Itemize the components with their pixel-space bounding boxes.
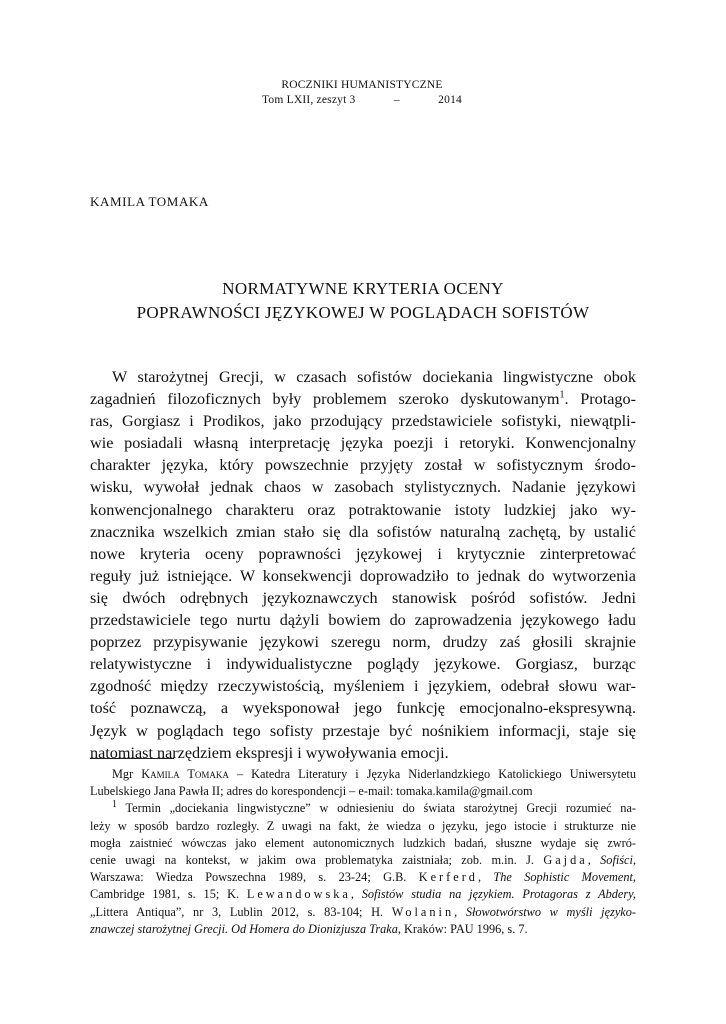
body-line: tość poznawczą, a wyeksponował jego funkcję emocjonalno-ekspresywną. (90, 699, 636, 718)
footnote-line (90, 921, 636, 938)
footnote-text: , (350, 887, 362, 902)
footnote-text: Warszawa: Wiedza Powszechna 1989, s. 23-24; G.B. (90, 870, 419, 885)
cited-author: Kerferd (418, 870, 478, 885)
footnote-line: leży w sposób bardzo rozległy. Z uwagi na fakt, że wiedza o języku, jego istocie i strukturze nie (90, 818, 636, 833)
body-line: znacznika wszelkich zmian stało się dla sofistów naturalną zachętą, by ustalić (90, 522, 636, 541)
body-line: charakter języka, który powszechnie przyjęty został w sofistycznym środo- (90, 456, 636, 475)
body-line: przedstawiciele tego nurtu dążyli bowiem do zaprowadzenia językowego ładu (90, 611, 636, 630)
footnote-line (90, 869, 636, 886)
footnote-number: 1 (112, 799, 117, 811)
article-title (90, 277, 636, 325)
footnote-text: „Littera Antiqua”, nr 3, Lublin 2012, s. 83-104; H. (90, 904, 392, 919)
footnote-text: Cambridge 1981, s. 15; K. (90, 887, 247, 902)
footnote-ref[interactable]: 1 (559, 389, 565, 401)
affiliation-line (90, 766, 636, 783)
cited-title: The Sophistic Movement (493, 870, 633, 885)
journal-year: 2014 (438, 94, 462, 106)
footnote-text: , Kraków: PAU 1996, s. 7. (397, 921, 528, 936)
footnote-text: , (454, 904, 466, 919)
footnote-line (90, 886, 636, 903)
footnote-line: mogła zaistnieć wówczas jako element autonomicznych ludzkich badań, słuszne wydaje się zwró- (90, 835, 636, 850)
body-text (90, 366, 636, 764)
footnote-text: cenie uwagi na kontekst, w jakim owa problematyka zaistniała; zob. m.in. J. (90, 852, 544, 867)
journal-issue (262, 93, 462, 108)
cited-title: Sofiści (600, 852, 633, 867)
footnote-text: Termin „dociekania lingwistyczne” w odniesieniu do świata starożytnej Grecji rozumieć na- (117, 801, 636, 816)
body-line-tail: . Protago- (564, 390, 637, 409)
body-line: wisku, wywołał jednak chaos w zasobach stylistycznych. Nadanie językowi (90, 478, 636, 497)
body-line: wie posiadali własną interpretację języka poezji i retoryki. Konwencjonalny (90, 434, 636, 453)
affiliation-line: Lubelskiego Jana Pawła II; adres do korespondencji – e-mail: tomaka.kamila@gmail.com (90, 784, 533, 799)
footnote-line (90, 800, 636, 817)
cited-title: Sofistów studia na językiem. Protagoras z Abdery, (361, 887, 636, 902)
cited-title: znawczej starożytnej Grecji. Od Homera do Dionizjusza Traka (90, 921, 398, 936)
title-line: NORMATYWNE KRYTERIA OCENY (222, 279, 504, 298)
body-line: nowe kryteria oceny poprawności językowej i krytycznie zinterpretować (90, 544, 636, 563)
body-line: konwencjonalnego charakteru oraz potraktowanie istoty ludzkiej jako wy- (90, 500, 636, 519)
body-line: ras, Gorgiasz i Prodikos, jako przodujący przedstawiciele sofistyki, niewątpli- (90, 412, 636, 431)
footnote-text: , (477, 870, 494, 885)
journal-header (262, 78, 462, 108)
affil-prefix: Mgr (112, 767, 142, 781)
cited-title: Słowotwórstwo w myśli języko- (465, 904, 637, 919)
footnote-text: , (632, 870, 636, 885)
body-line: natomiast narzędziem ekspresji i wywoływania emocji. (90, 743, 449, 762)
journal-dash: – (393, 94, 400, 106)
body-line (90, 388, 636, 410)
cited-author: Wolanin (391, 904, 455, 919)
affil-text: – Katedra Literatury i Języka Niderlandzkiego Katolickiego Uniwersytetu (228, 767, 636, 781)
body-line: poprzez przypisywanie językowi szeregu norm, drudzy zaś głosili skrajnie (90, 633, 636, 652)
journal-volume: Tom LXII, zeszyt 3 (262, 94, 356, 106)
body-line-text: zagadnień filozoficznych były problemem szeroko dyskutowanym (90, 390, 560, 409)
footnote-line (90, 904, 636, 921)
body-line: Język w poglądach tego sofisty przestaje być nośnikiem informacji, staje się (90, 721, 636, 740)
body-line: zgodność między rzeczywistością, myśleniem i językiem, odebrał słowu war- (90, 677, 636, 696)
title-line: POPRAWNOŚCI JĘZYKOWEJ W POGLĄDACH SOFISTÓW (136, 303, 590, 322)
cited-author: Lewandowska (246, 887, 351, 902)
body-line: W starożytnej Grecji, w czasach sofistów dociekania lingwistyczne obok (112, 368, 636, 386)
affil-author: Kamila Tomaka (141, 767, 229, 781)
footnote-text: , (587, 852, 601, 867)
footnote-text: , (632, 852, 637, 867)
footnote-rule (90, 758, 174, 759)
body-line: reguły już istniejące. W konsekwencji doprowadziło to jednak do wytworzenia (90, 566, 636, 585)
footnotes (90, 766, 636, 938)
body-line: się dwóch odrębnych językoznawczych stanowisk pośród sofistów. Jedni (90, 588, 636, 607)
cited-author: Gajda (543, 852, 588, 867)
footnote-line (90, 852, 636, 869)
body-line: relatywistyczne i indywidualistyczne poglądy językowe. Gorgiasz, burząc (90, 655, 636, 674)
author-name: KAMILA TOMAKA (90, 194, 209, 209)
journal-title: ROCZNIKI HUMANISTYCZNE (281, 79, 443, 91)
